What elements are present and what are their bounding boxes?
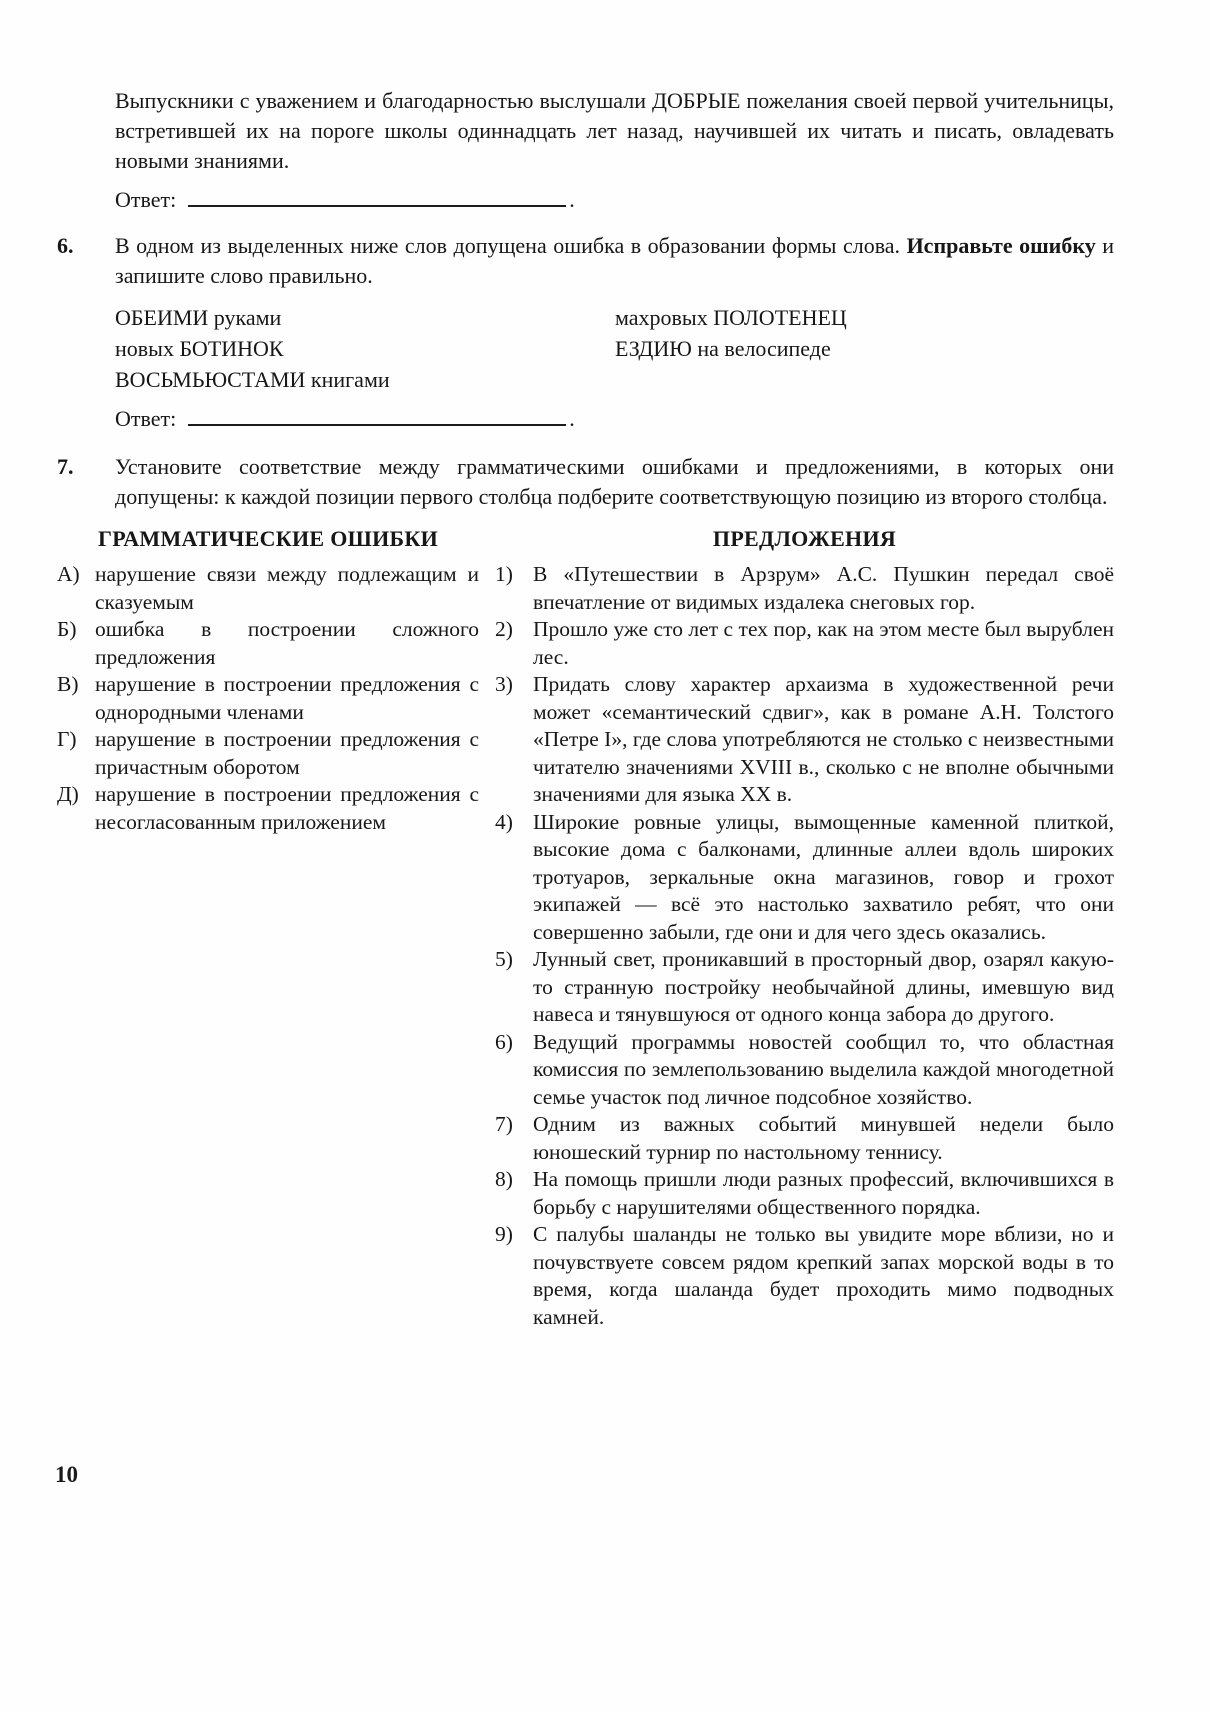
error-item [57, 671, 479, 726]
word-option: ВОСЬМЬЮСТАМИ книгами [115, 367, 390, 392]
sentence-item-text: В «Путешествии в Арзрум» А.С. Пушкин передал своё впечатление от видимых издалека снеговых гор. [533, 562, 1114, 614]
answer-period: . [569, 187, 575, 212]
sentence-item-text: С палубы шаланды не только вы увидите море вблизи, но и почувствуете совсем рядом крепкий запах морской воды в то время, когда шаланда будет проходить мимо подводных камней. [533, 1222, 1114, 1329]
error-item-text: нарушение в построении предложения с причастным оборотом [95, 727, 479, 779]
sentences-column-header: ПРЕДЛОЖЕНИЯ [712, 526, 897, 551]
question-6-answer-row [115, 402, 1114, 434]
word-option: ОБЕИМИ руками [115, 305, 282, 330]
sentence-item-marker: 9) [495, 1222, 513, 1246]
question-6-word-list [115, 302, 1114, 395]
sentence-item-marker: 1) [495, 562, 513, 586]
sentence-item-marker: 2) [495, 617, 513, 641]
word-column-left [115, 302, 615, 395]
sentence-item-text: Широкие ровные улицы, вымощенные каменной плиткой, высокие дома с балконами, длинные аллеи вдоль широких тротуаров, зеркальные окна магазинов, говор и грохот экипажей — всё это настолько захватило ребят, что они совершенно забыли, где они и для чего здесь оказались. [533, 809, 1114, 944]
sentence-item-text: Одним из важных событий минувшей недели было юношеский турнир по настольному теннису. [533, 1112, 1114, 1164]
sentence-item [495, 616, 1114, 671]
error-item-marker: В) [57, 672, 79, 696]
errors-list [57, 561, 479, 836]
sentence-item [495, 561, 1114, 616]
question-6-stem-text: В одном из выделенных ниже слов допущена ошибка в образовании формы слова. [115, 233, 907, 258]
word-column-right [615, 302, 1114, 395]
error-item-marker: Б) [57, 617, 77, 641]
word-option: махровых ПОЛОТЕНЕЦ [615, 305, 847, 330]
word-option: новых БОТИНОК [115, 336, 284, 361]
answer-blank-line [188, 183, 566, 207]
sentence-item [495, 1029, 1114, 1112]
sentence-item [495, 671, 1114, 809]
sentence-item-marker: 5) [495, 947, 513, 971]
sentence-item [495, 946, 1114, 1029]
sentence-item-marker: 3) [495, 672, 513, 696]
sentence-item-text: Ведущий программы новостей сообщил то, что областная комиссия по землепользованию выделила каждой многодетной семье участок под личное подсобное хозяйство. [533, 1029, 1114, 1109]
error-item [57, 616, 479, 671]
error-item-text: нарушение связи между подлежащим и сказуемым [95, 562, 479, 614]
error-item [57, 781, 479, 836]
error-item [57, 726, 479, 781]
question-6-block [57, 231, 1114, 434]
sentence-item [495, 1166, 1114, 1221]
errors-column-header: ГРАММАТИЧЕСКИЕ ОШИБКИ [97, 526, 439, 551]
intro-paragraph: Выпускники с уважением и благодарностью выслушали ДОБРЫЕ пожелания своей первой учительницы, встретившей их на пороге школы одиннадцать лет назад, научившей их читать и писать, овладевать новыми знаниями. [115, 88, 1114, 173]
answer-label: Ответ: [115, 187, 177, 212]
page-number: 10 [55, 1462, 78, 1487]
sentence-item [495, 1111, 1114, 1166]
answer-label: Ответ: [115, 406, 177, 431]
sentences-column [495, 524, 1114, 1331]
question-6-stem-tail: и запишите слово правильно. [115, 233, 1114, 288]
question-7-number: 7. [57, 454, 74, 479]
errors-column [57, 524, 479, 1331]
question-6-number: 6. [57, 233, 74, 258]
error-item-marker: Г) [57, 727, 77, 751]
matching-columns [57, 524, 1114, 1331]
sentence-item-marker: 4) [495, 809, 513, 834]
sentence-item-text: Придать слову характер архаизма в художественной речи может «семантический сдвиг», как в романе А.Н. Толстого «Петре I», где слова употребляются не столько с неизвестными читателю значениями XVIII в., сколько с не вполне обычными значениями для языка XX в. [533, 672, 1114, 806]
question-7-block [57, 452, 1114, 1331]
sentence-item-text: Лунный свет, проникавший в просторный двор, озарял какую-то странную постройку необычайной длины, имевшую вид навеса и тянувшуюся от одного конца забора до другого. [533, 947, 1114, 1026]
error-item [57, 561, 479, 616]
sentence-item-text: Прошло уже сто лет с тех пор, как на этом месте был вырублен лес. [533, 617, 1114, 669]
sentence-item-marker: 7) [495, 1112, 513, 1136]
error-item-text: нарушение в построении предложения с однородными членами [95, 672, 479, 724]
question-7-stem: Установите соответствие между грамматическими ошибками и предложениями, в которых они допущены: к каждой позиции первого столбца подберите соответствующую позицию из второго столбца. [115, 454, 1114, 509]
question-6-stem-bold: Исправьте ошибку [906, 233, 1096, 258]
sentence-item [495, 809, 1114, 947]
sentences-list [495, 561, 1114, 1331]
question-6-stem [115, 231, 1114, 291]
sentence-item-marker: 6) [495, 1029, 513, 1054]
sentence-item-text: На помощь пришли люди разных профессий, включившихся в борьбу с нарушителями общественного порядка. [533, 1167, 1114, 1219]
error-item-marker: А) [57, 562, 80, 586]
answer-period: . [569, 406, 575, 431]
sentence-item-marker: 8) [495, 1167, 513, 1191]
error-item-text: ошибка в построении сложного предложения [95, 617, 479, 669]
sentence-item [495, 1221, 1114, 1331]
intro-block [115, 86, 1114, 215]
intro-answer-row [115, 183, 1114, 215]
answer-blank-line [188, 402, 566, 426]
error-item-marker: Д) [57, 782, 79, 806]
word-option: ЕЗДИЮ на велосипеде [615, 336, 831, 361]
error-item-text: нарушение в построении предложения с несогласованным приложением [95, 782, 479, 834]
